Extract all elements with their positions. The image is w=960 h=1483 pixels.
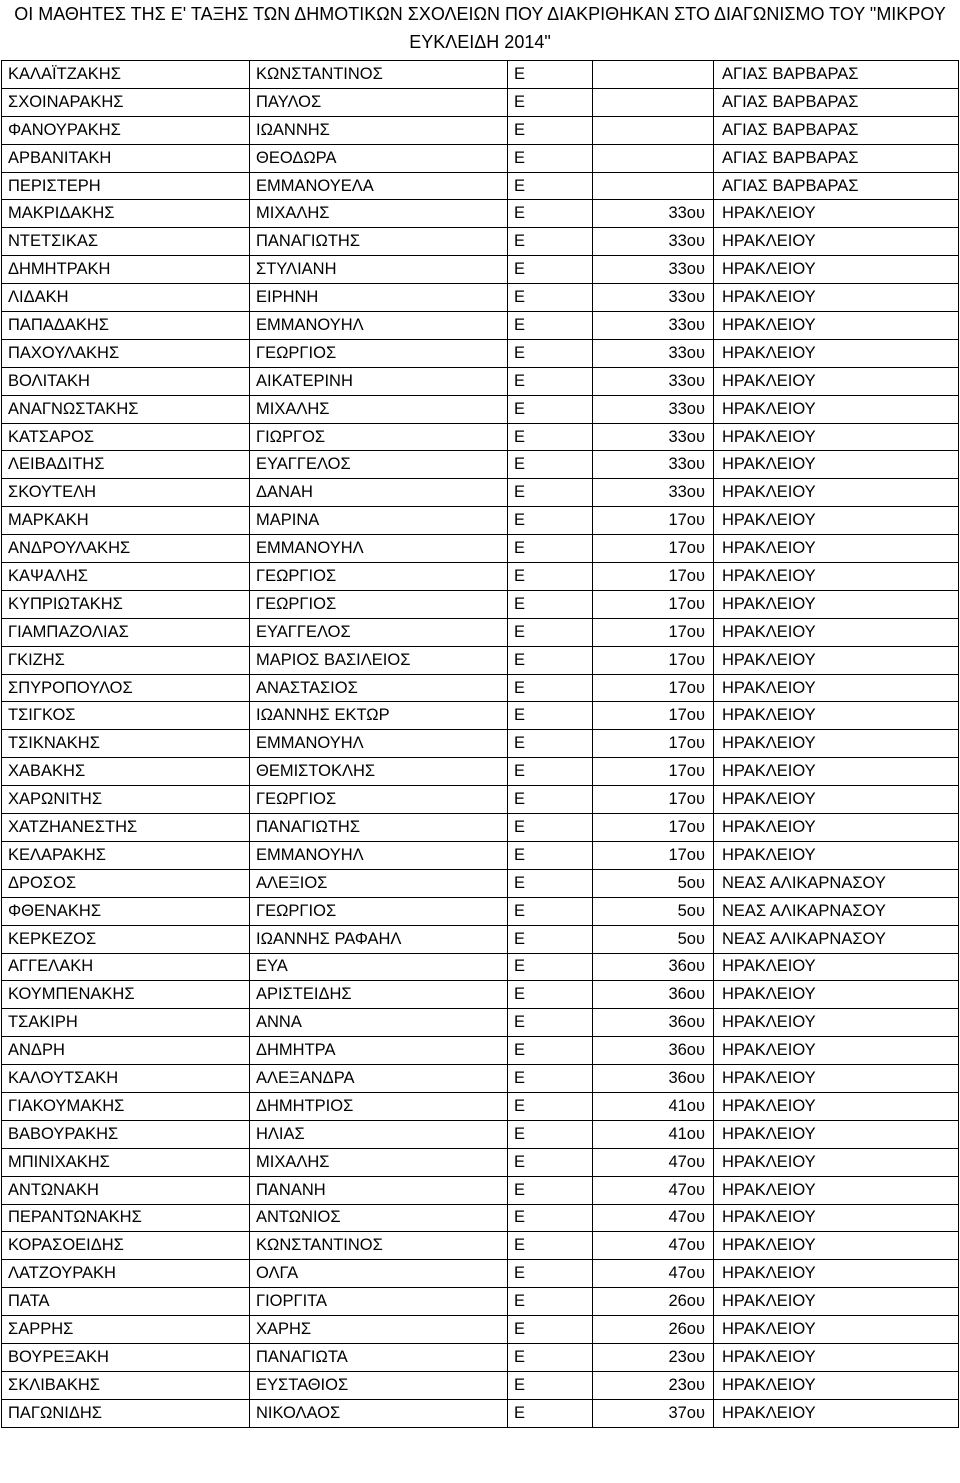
school-location-cell: ΗΡΑΚΛΕΙΟΥ — [714, 367, 959, 395]
school-number-cell: 36ου — [593, 1065, 714, 1093]
school-location-cell: ΑΓΙΑΣ ΒΑΡΒΑΡΑΣ — [714, 88, 959, 116]
table-row — [2, 925, 959, 953]
class-cell: Ε — [508, 786, 593, 814]
class-cell: Ε — [508, 1120, 593, 1148]
surname-cell: ΑΡΒΑΝΙΤΑΚΗ — [2, 144, 250, 172]
school-number-cell: 17ου — [593, 646, 714, 674]
table-row — [2, 1260, 959, 1288]
school-location-cell: ΗΡΑΚΛΕΙΟΥ — [714, 590, 959, 618]
school-number-cell — [593, 88, 714, 116]
table-row — [2, 897, 959, 925]
table-row — [2, 312, 959, 340]
surname-cell: ΚΕΡΚΕΖΟΣ — [2, 925, 250, 953]
class-cell: Ε — [508, 897, 593, 925]
class-cell: Ε — [508, 674, 593, 702]
table-row — [2, 116, 959, 144]
table-row — [2, 981, 959, 1009]
school-number-cell: 33ου — [593, 479, 714, 507]
class-cell: Ε — [508, 1371, 593, 1399]
surname-cell: ΠΕΡΑΝΤΩΝΑΚΗΣ — [2, 1204, 250, 1232]
class-cell: Ε — [508, 1316, 593, 1344]
class-cell: Ε — [508, 479, 593, 507]
class-cell: Ε — [508, 953, 593, 981]
school-number-cell: 33ου — [593, 256, 714, 284]
school-location-cell: ΗΡΑΚΛΕΙΟΥ — [714, 200, 959, 228]
school-number-cell: 33ου — [593, 284, 714, 312]
surname-cell: ΜΑΡΚΑΚΗ — [2, 507, 250, 535]
school-location-cell: ΑΓΙΑΣ ΒΑΡΒΑΡΑΣ — [714, 172, 959, 200]
surname-cell: ΤΣΑΚΙΡΗ — [2, 1009, 250, 1037]
school-location-cell: ΗΡΑΚΛΕΙΟΥ — [714, 1260, 959, 1288]
class-cell: Ε — [508, 590, 593, 618]
table-row — [2, 61, 959, 89]
first-name-cell: ΑΡΙΣΤΕΙΔΗΣ — [250, 981, 508, 1009]
surname-cell: ΑΝΤΩΝΑΚΗ — [2, 1176, 250, 1204]
school-location-cell: ΗΡΑΚΛΕΙΟΥ — [714, 1232, 959, 1260]
school-location-cell: ΗΡΑΚΛΕΙΟΥ — [714, 1092, 959, 1120]
first-name-cell: ΑΝΤΩΝΙΟΣ — [250, 1204, 508, 1232]
school-number-cell: 5ου — [593, 869, 714, 897]
school-number-cell: 33ου — [593, 312, 714, 340]
surname-cell: ΚΟΥΜΠΕΝΑΚΗΣ — [2, 981, 250, 1009]
school-location-cell: ΗΡΑΚΛΕΙΟΥ — [714, 256, 959, 284]
school-location-cell: ΗΡΑΚΛΕΙΟΥ — [714, 284, 959, 312]
school-location-cell: ΗΡΑΚΛΕΙΟΥ — [714, 1176, 959, 1204]
surname-cell: ΜΑΚΡΙΔΑΚΗΣ — [2, 200, 250, 228]
table-row — [2, 730, 959, 758]
first-name-cell: ΕΜΜΑΝΟΥΗΛ — [250, 312, 508, 340]
surname-cell: ΑΝΔΡΗ — [2, 1037, 250, 1065]
school-number-cell — [593, 144, 714, 172]
school-location-cell: ΝΕΑΣ ΑΛΙΚΑΡΝΑΣΟΥ — [714, 925, 959, 953]
class-cell: Ε — [508, 144, 593, 172]
table-row — [2, 144, 959, 172]
surname-cell: ΠΑΤΑ — [2, 1288, 250, 1316]
school-number-cell: 33ου — [593, 451, 714, 479]
school-number-cell: 17ου — [593, 563, 714, 591]
table-row — [2, 228, 959, 256]
table-row — [2, 1037, 959, 1065]
school-location-cell: ΗΡΑΚΛΕΙΟΥ — [714, 423, 959, 451]
class-cell: Ε — [508, 646, 593, 674]
surname-cell: ΣΑΡΡΗΣ — [2, 1316, 250, 1344]
table-row — [2, 395, 959, 423]
surname-cell: ΚΑΛΑΪΤΖΑΚΗΣ — [2, 61, 250, 89]
class-cell: Ε — [508, 535, 593, 563]
school-location-cell: ΗΡΑΚΛΕΙΟΥ — [714, 1148, 959, 1176]
surname-cell: ΠΑΓΩΝΙΔΗΣ — [2, 1399, 250, 1427]
school-number-cell: 33ου — [593, 423, 714, 451]
surname-cell: ΚΑΤΣΑΡΟΣ — [2, 423, 250, 451]
school-location-cell: ΗΡΑΚΛΕΙΟΥ — [714, 1065, 959, 1093]
first-name-cell: ΕΥΑΓΓΕΛΟΣ — [250, 451, 508, 479]
table-row — [2, 758, 959, 786]
first-name-cell: ΜΙΧΑΛΗΣ — [250, 1148, 508, 1176]
table-row — [2, 451, 959, 479]
table-row — [2, 786, 959, 814]
school-number-cell — [593, 172, 714, 200]
school-number-cell: 17ου — [593, 590, 714, 618]
surname-cell: ΣΠΥΡΟΠΟΥΛΟΣ — [2, 674, 250, 702]
school-number-cell: 36ου — [593, 981, 714, 1009]
class-cell: Ε — [508, 758, 593, 786]
class-cell: Ε — [508, 730, 593, 758]
school-location-cell: ΗΡΑΚΛΕΙΟΥ — [714, 228, 959, 256]
class-cell: Ε — [508, 423, 593, 451]
first-name-cell: ΕΜΜΑΝΟΥΕΛΑ — [250, 172, 508, 200]
school-number-cell: 41ου — [593, 1092, 714, 1120]
school-location-cell: ΗΡΑΚΛΕΙΟΥ — [714, 841, 959, 869]
surname-cell: ΔΗΜΗΤΡΑΚΗ — [2, 256, 250, 284]
surname-cell: ΚΥΠΡΙΩΤΑΚΗΣ — [2, 590, 250, 618]
school-number-cell: 5ου — [593, 897, 714, 925]
first-name-cell: ΓΙΩΡΓΟΣ — [250, 423, 508, 451]
school-number-cell: 33ου — [593, 367, 714, 395]
school-number-cell: 33ου — [593, 339, 714, 367]
table-row — [2, 479, 959, 507]
table-row — [2, 339, 959, 367]
class-cell: Ε — [508, 367, 593, 395]
school-location-cell: ΗΡΑΚΛΕΙΟΥ — [714, 535, 959, 563]
first-name-cell: ΝΙΚΟΛΑΟΣ — [250, 1399, 508, 1427]
class-cell: Ε — [508, 1288, 593, 1316]
first-name-cell: ΕΜΜΑΝΟΥΗΛ — [250, 730, 508, 758]
surname-cell: ΑΓΓΕΛΑΚΗ — [2, 953, 250, 981]
table-row — [2, 1204, 959, 1232]
school-number-cell: 47ου — [593, 1260, 714, 1288]
school-location-cell: ΗΡΑΚΛΕΙΟΥ — [714, 1316, 959, 1344]
class-cell: Ε — [508, 116, 593, 144]
class-cell: Ε — [508, 1399, 593, 1427]
surname-cell: ΑΝΔΡΟΥΛΑΚΗΣ — [2, 535, 250, 563]
first-name-cell: ΑΝΑΣΤΑΣΙΟΣ — [250, 674, 508, 702]
class-cell: Ε — [508, 563, 593, 591]
surname-cell: ΝΤΕΤΣΙΚΑΣ — [2, 228, 250, 256]
class-cell: Ε — [508, 395, 593, 423]
surname-cell: ΦΑΝΟΥΡΑΚΗΣ — [2, 116, 250, 144]
surname-cell: ΣΚΛΙΒΑΚΗΣ — [2, 1371, 250, 1399]
school-location-cell: ΗΡΑΚΛΕΙΟΥ — [714, 1288, 959, 1316]
school-number-cell: 17ου — [593, 814, 714, 842]
students-table-body — [2, 61, 959, 1428]
class-cell: Ε — [508, 1037, 593, 1065]
class-cell: Ε — [508, 1176, 593, 1204]
school-number-cell: 33ου — [593, 228, 714, 256]
first-name-cell: ΑΛΕΞΑΝΔΡΑ — [250, 1065, 508, 1093]
table-row — [2, 674, 959, 702]
table-row — [2, 1092, 959, 1120]
school-number-cell: 47ου — [593, 1204, 714, 1232]
school-number-cell: 33ου — [593, 200, 714, 228]
surname-cell: ΚΟΡΑΣΟΕΙΔΗΣ — [2, 1232, 250, 1260]
table-row — [2, 1176, 959, 1204]
school-location-cell: ΗΡΑΚΛΕΙΟΥ — [714, 1120, 959, 1148]
table-row — [2, 1288, 959, 1316]
school-location-cell: ΗΡΑΚΛΕΙΟΥ — [714, 1204, 959, 1232]
school-number-cell: 36ου — [593, 1037, 714, 1065]
school-number-cell: 17ου — [593, 674, 714, 702]
first-name-cell: ΕΜΜΑΝΟΥΗΛ — [250, 841, 508, 869]
students-table — [1, 60, 959, 1428]
class-cell: Ε — [508, 925, 593, 953]
school-number-cell: 47ου — [593, 1148, 714, 1176]
school-number-cell: 17ου — [593, 841, 714, 869]
school-number-cell: 36ου — [593, 1009, 714, 1037]
school-number-cell: 47ου — [593, 1176, 714, 1204]
first-name-cell: ΙΩΑΝΝΗΣ — [250, 116, 508, 144]
surname-cell: ΧΑΡΩΝΙΤΗΣ — [2, 786, 250, 814]
class-cell: Ε — [508, 228, 593, 256]
class-cell: Ε — [508, 1204, 593, 1232]
school-number-cell — [593, 116, 714, 144]
first-name-cell: ΘΕΜΙΣΤΟΚΛΗΣ — [250, 758, 508, 786]
school-location-cell: ΗΡΑΚΛΕΙΟΥ — [714, 1399, 959, 1427]
school-location-cell: ΑΓΙΑΣ ΒΑΡΒΑΡΑΣ — [714, 116, 959, 144]
class-cell: Ε — [508, 172, 593, 200]
school-location-cell: ΗΡΑΚΛΕΙΟΥ — [714, 646, 959, 674]
first-name-cell: ΕΙΡΗΝΗ — [250, 284, 508, 312]
table-row — [2, 590, 959, 618]
class-cell: Ε — [508, 1092, 593, 1120]
table-row — [2, 702, 959, 730]
first-name-cell: ΟΛΓΑ — [250, 1260, 508, 1288]
first-name-cell: ΓΕΩΡΓΙΟΣ — [250, 590, 508, 618]
school-location-cell: ΗΡΑΚΛΕΙΟΥ — [714, 786, 959, 814]
surname-cell: ΚΑΛΟΥΤΣΑΚΗ — [2, 1065, 250, 1093]
first-name-cell: ΠΑΝΑΝΗ — [250, 1176, 508, 1204]
surname-cell: ΓΙΑΚΟΥΜΑΚΗΣ — [2, 1092, 250, 1120]
surname-cell: ΔΡΟΣΟΣ — [2, 869, 250, 897]
surname-cell: ΚΑΨΑΛΗΣ — [2, 563, 250, 591]
first-name-cell: ΚΩΝΣΤΑΝΤΙΝΟΣ — [250, 61, 508, 89]
class-cell: Ε — [508, 61, 593, 89]
first-name-cell: ΓΕΩΡΓΙΟΣ — [250, 786, 508, 814]
first-name-cell: ΑΛΕΞΙΟΣ — [250, 869, 508, 897]
school-location-cell: ΗΡΑΚΛΕΙΟΥ — [714, 981, 959, 1009]
first-name-cell: ΑΝΝΑ — [250, 1009, 508, 1037]
table-row — [2, 256, 959, 284]
table-row — [2, 1120, 959, 1148]
class-cell: Ε — [508, 869, 593, 897]
first-name-cell: ΜΑΡΙΝΑ — [250, 507, 508, 535]
class-cell: Ε — [508, 702, 593, 730]
school-number-cell: 37ου — [593, 1399, 714, 1427]
surname-cell: ΦΘΕΝΑΚΗΣ — [2, 897, 250, 925]
table-row — [2, 88, 959, 116]
school-location-cell: ΗΡΑΚΛΕΙΟΥ — [714, 395, 959, 423]
table-row — [2, 172, 959, 200]
table-row — [2, 1399, 959, 1427]
class-cell: Ε — [508, 981, 593, 1009]
table-row — [2, 1065, 959, 1093]
school-location-cell: ΗΡΑΚΛΕΙΟΥ — [714, 618, 959, 646]
school-location-cell: ΗΡΑΚΛΕΙΟΥ — [714, 312, 959, 340]
class-cell: Ε — [508, 1065, 593, 1093]
school-location-cell: ΑΓΙΑΣ ΒΑΡΒΑΡΑΣ — [714, 144, 959, 172]
class-cell: Ε — [508, 1260, 593, 1288]
table-row — [2, 507, 959, 535]
first-name-cell: ΔΑΝΑΗ — [250, 479, 508, 507]
table-row — [2, 1232, 959, 1260]
first-name-cell: ΗΛΙΑΣ — [250, 1120, 508, 1148]
school-number-cell: 26ου — [593, 1288, 714, 1316]
table-row — [2, 200, 959, 228]
first-name-cell: ΘΕΟΔΩΡΑ — [250, 144, 508, 172]
first-name-cell: ΑΙΚΑΤΕΡΙΝΗ — [250, 367, 508, 395]
table-row — [2, 535, 959, 563]
surname-cell: ΣΚΟΥΤΕΛΗ — [2, 479, 250, 507]
first-name-cell: ΙΩΑΝΝΗΣ ΡΑΦΑΗΛ — [250, 925, 508, 953]
school-location-cell: ΗΡΑΚΛΕΙΟΥ — [714, 451, 959, 479]
class-cell: Ε — [508, 841, 593, 869]
class-cell: Ε — [508, 88, 593, 116]
surname-cell: ΠΑΧΟΥΛΑΚΗΣ — [2, 339, 250, 367]
school-location-cell: ΗΡΑΚΛΕΙΟΥ — [714, 1009, 959, 1037]
table-row — [2, 284, 959, 312]
school-location-cell: ΗΡΑΚΛΕΙΟΥ — [714, 730, 959, 758]
class-cell: Ε — [508, 284, 593, 312]
class-cell: Ε — [508, 339, 593, 367]
school-location-cell: ΑΓΙΑΣ ΒΑΡΒΑΡΑΣ — [714, 61, 959, 89]
table-row — [2, 1343, 959, 1371]
class-cell: Ε — [508, 814, 593, 842]
class-cell: Ε — [508, 507, 593, 535]
class-cell: Ε — [508, 1232, 593, 1260]
surname-cell: ΛΑΤΖΟΥΡΑΚΗ — [2, 1260, 250, 1288]
class-cell: Ε — [508, 1009, 593, 1037]
first-name-cell: ΓΙΟΡΓΙΤΑ — [250, 1288, 508, 1316]
school-location-cell: ΗΡΑΚΛΕΙΟΥ — [714, 339, 959, 367]
school-location-cell: ΗΡΑΚΛΕΙΟΥ — [714, 563, 959, 591]
school-number-cell: 41ου — [593, 1120, 714, 1148]
class-cell: Ε — [508, 1148, 593, 1176]
surname-cell: ΤΣΙΚΝΑΚΗΣ — [2, 730, 250, 758]
first-name-cell: ΠΑΝΑΓΙΩΤΑ — [250, 1343, 508, 1371]
surname-cell: ΧΑΤΖΗΑΝΕΣΤΗΣ — [2, 814, 250, 842]
surname-cell: ΣΧΟΙΝΑΡΑΚΗΣ — [2, 88, 250, 116]
surname-cell: ΒΑΒΟΥΡΑΚΗΣ — [2, 1120, 250, 1148]
table-row — [2, 841, 959, 869]
surname-cell: ΚΕΛΑΡΑΚΗΣ — [2, 841, 250, 869]
class-cell: Ε — [508, 451, 593, 479]
table-row — [2, 367, 959, 395]
surname-cell: ΓΙΑΜΠΑΖΟΛΙΑΣ — [2, 618, 250, 646]
class-cell: Ε — [508, 618, 593, 646]
surname-cell: ΠΑΠΑΔΑΚΗΣ — [2, 312, 250, 340]
surname-cell: ΒΟΥΡΕΞΑΚΗ — [2, 1343, 250, 1371]
surname-cell: ΧΑΒΑΚΗΣ — [2, 758, 250, 786]
table-row — [2, 1148, 959, 1176]
page-title: ΟΙ ΜΑΘΗΤΕΣ ΤΗΣ Ε' ΤΑΞΗΣ ΤΩΝ ΔΗΜΟΤΙΚΩΝ ΣΧΟΛΕΙΩΝ ΠΟΥ ΔΙΑΚΡΙΘΗΚΑΝ ΣΤΟ ΔΙΑΓΩΝΙΣΜΟ ΤΟΥ "ΜΙΚΡΟΥ ΕΥΚΛΕΙΔΗ 2014" — [14, 4, 946, 52]
surname-cell: ΠΕΡΙΣΤΕΡΗ — [2, 172, 250, 200]
school-location-cell: ΗΡΑΚΛΕΙΟΥ — [714, 758, 959, 786]
surname-cell: ΤΣΙΓΚΟΣ — [2, 702, 250, 730]
first-name-cell: ΜΙΧΑΛΗΣ — [250, 395, 508, 423]
school-location-cell: ΗΡΑΚΛΕΙΟΥ — [714, 953, 959, 981]
table-row — [2, 869, 959, 897]
first-name-cell: ΚΩΝΣΤΑΝΤΙΝΟΣ — [250, 1232, 508, 1260]
school-location-cell: ΝΕΑΣ ΑΛΙΚΑΡΝΑΣΟΥ — [714, 869, 959, 897]
school-number-cell: 33ου — [593, 395, 714, 423]
first-name-cell: ΠΑΝΑΓΙΩΤΗΣ — [250, 814, 508, 842]
first-name-cell: ΓΕΩΡΓΙΟΣ — [250, 897, 508, 925]
first-name-cell: ΕΥΑ — [250, 953, 508, 981]
class-cell: Ε — [508, 200, 593, 228]
table-row — [2, 563, 959, 591]
school-location-cell: ΗΡΑΚΛΕΙΟΥ — [714, 674, 959, 702]
first-name-cell: ΕΥΣΤΑΘΙΟΣ — [250, 1371, 508, 1399]
first-name-cell: ΣΤΥΛΙΑΝΗ — [250, 256, 508, 284]
table-row — [2, 953, 959, 981]
first-name-cell: ΔΗΜΗΤΡΙΟΣ — [250, 1092, 508, 1120]
school-location-cell: ΗΡΑΚΛΕΙΟΥ — [714, 507, 959, 535]
school-number-cell: 23ου — [593, 1343, 714, 1371]
class-cell: Ε — [508, 256, 593, 284]
school-location-cell: ΗΡΑΚΛΕΙΟΥ — [714, 479, 959, 507]
school-number-cell: 17ου — [593, 702, 714, 730]
school-number-cell: 47ου — [593, 1232, 714, 1260]
school-location-cell: ΗΡΑΚΛΕΙΟΥ — [714, 702, 959, 730]
surname-cell: ΛΙΔΑΚΗ — [2, 284, 250, 312]
school-location-cell: ΗΡΑΚΛΕΙΟΥ — [714, 814, 959, 842]
table-row — [2, 423, 959, 451]
first-name-cell: ΠΑΥΛΟΣ — [250, 88, 508, 116]
class-cell: Ε — [508, 312, 593, 340]
surname-cell: ΛΕΙΒΑΔΙΤΗΣ — [2, 451, 250, 479]
school-location-cell: ΗΡΑΚΛΕΙΟΥ — [714, 1343, 959, 1371]
first-name-cell: ΙΩΑΝΝΗΣ ΕΚΤΩΡ — [250, 702, 508, 730]
school-number-cell: 36ου — [593, 953, 714, 981]
class-cell: Ε — [508, 1343, 593, 1371]
surname-cell: ΒΟΛΙΤΑΚΗ — [2, 367, 250, 395]
first-name-cell: ΕΜΜΑΝΟΥΗΛ — [250, 535, 508, 563]
table-row — [2, 1371, 959, 1399]
first-name-cell: ΓΕΩΡΓΙΟΣ — [250, 563, 508, 591]
school-number-cell: 5ου — [593, 925, 714, 953]
surname-cell: ΓΚΙΖΗΣ — [2, 646, 250, 674]
school-number-cell: 17ου — [593, 535, 714, 563]
school-number-cell — [593, 61, 714, 89]
school-number-cell: 17ου — [593, 730, 714, 758]
first-name-cell: ΧΑΡΗΣ — [250, 1316, 508, 1344]
first-name-cell: ΔΗΜΗΤΡΑ — [250, 1037, 508, 1065]
table-row — [2, 646, 959, 674]
first-name-cell: ΠΑΝΑΓΙΩΤΗΣ — [250, 228, 508, 256]
school-location-cell: ΝΕΑΣ ΑΛΙΚΑΡΝΑΣΟΥ — [714, 897, 959, 925]
first-name-cell: ΓΕΩΡΓΙΟΣ — [250, 339, 508, 367]
school-number-cell: 17ου — [593, 507, 714, 535]
school-number-cell: 23ου — [593, 1371, 714, 1399]
table-row — [2, 814, 959, 842]
first-name-cell: ΜΑΡΙΟΣ ΒΑΣΙΛΕΙΟΣ — [250, 646, 508, 674]
school-number-cell: 17ου — [593, 786, 714, 814]
school-number-cell: 17ου — [593, 758, 714, 786]
school-number-cell: 26ου — [593, 1316, 714, 1344]
table-row — [2, 618, 959, 646]
surname-cell: ΜΠΙΝΙΧΑΚΗΣ — [2, 1148, 250, 1176]
first-name-cell: ΕΥΑΓΓΕΛΟΣ — [250, 618, 508, 646]
school-location-cell: ΗΡΑΚΛΕΙΟΥ — [714, 1037, 959, 1065]
school-number-cell: 17ου — [593, 618, 714, 646]
first-name-cell: ΜΙΧΑΛΗΣ — [250, 200, 508, 228]
school-location-cell: ΗΡΑΚΛΕΙΟΥ — [714, 1371, 959, 1399]
table-row — [2, 1009, 959, 1037]
surname-cell: ΑΝΑΓΝΩΣΤΑΚΗΣ — [2, 395, 250, 423]
table-row — [2, 1316, 959, 1344]
